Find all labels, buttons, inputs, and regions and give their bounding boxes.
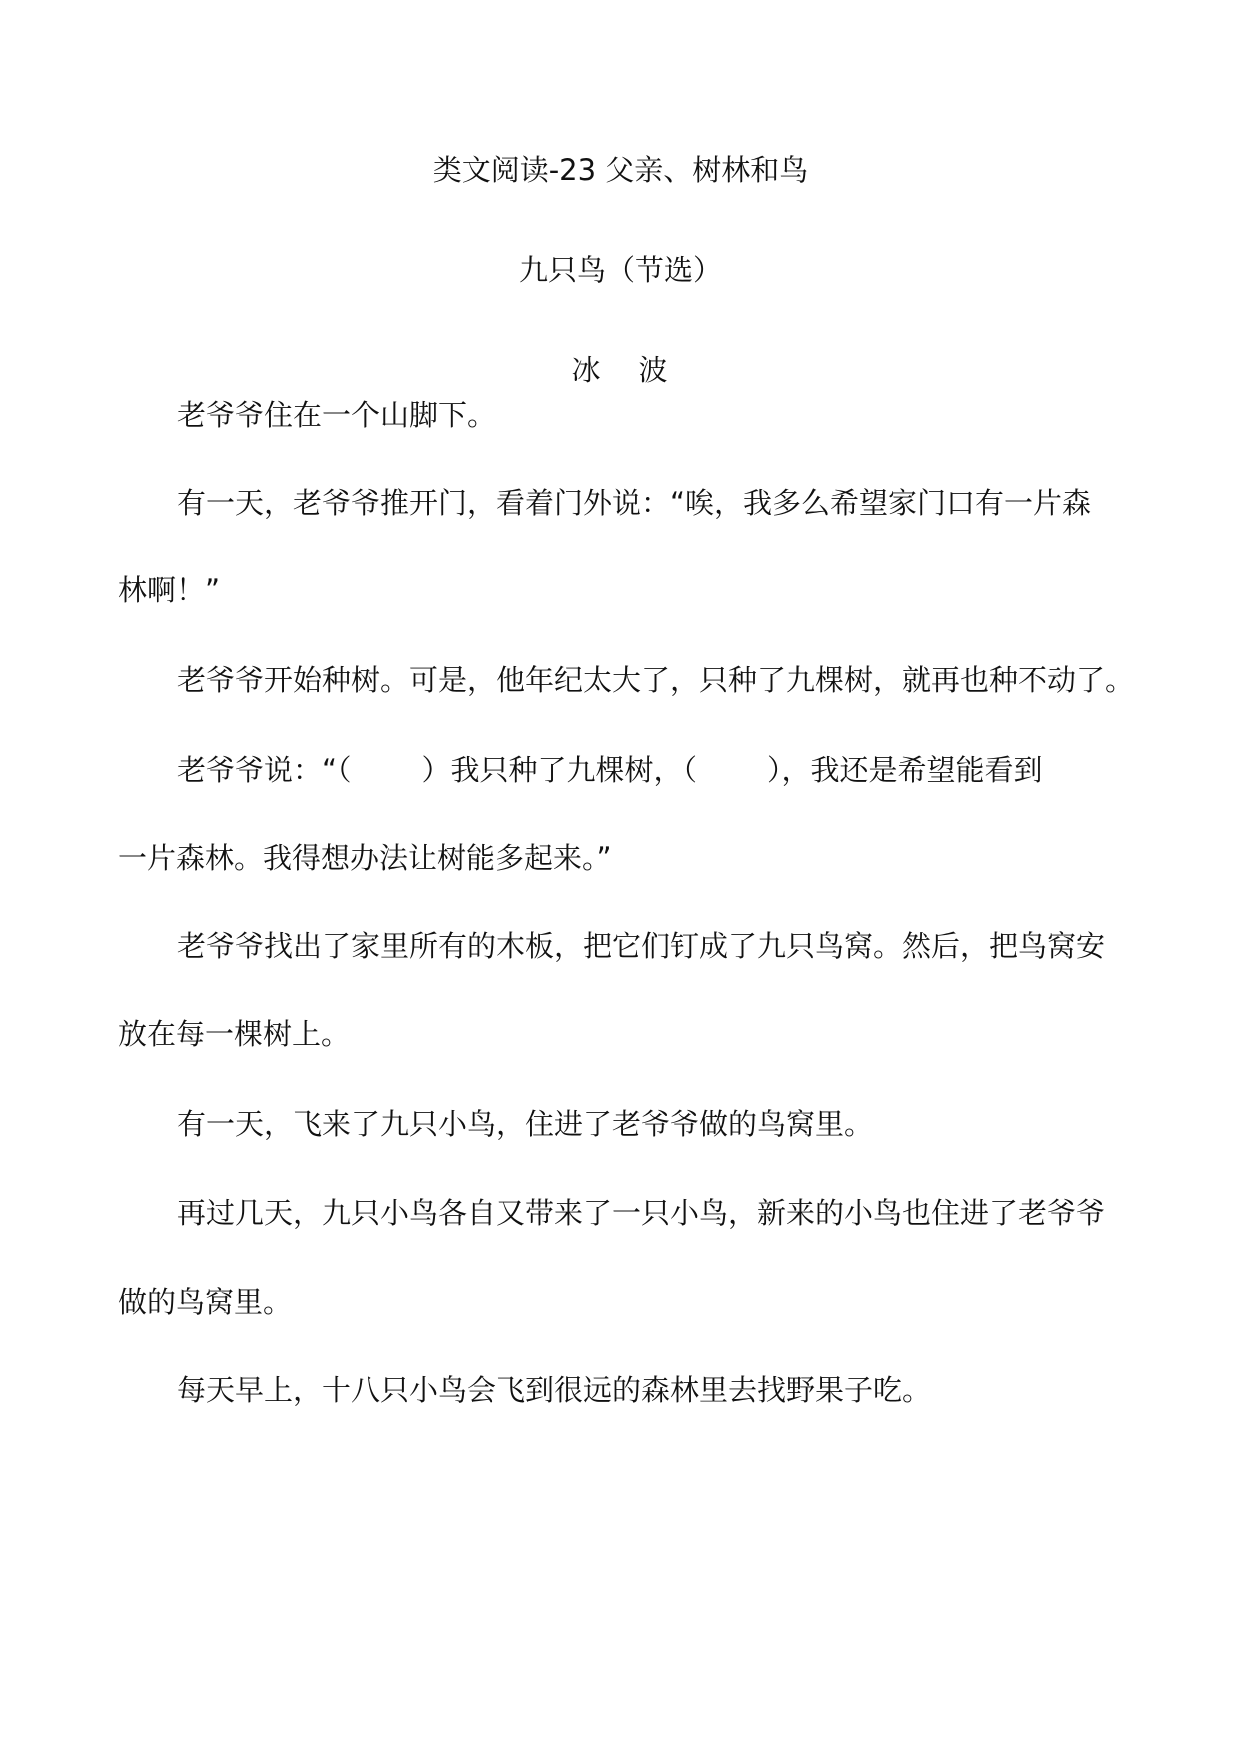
author-first-char: 冰 (571, 353, 603, 387)
paragraph-line: 一片森林。我得想办法让树能多起来。” (118, 841, 612, 875)
article-title: 九只鸟（节选） (518, 253, 722, 287)
paragraph-line: 有一天，飞来了九只小鸟，住进了老爷爷做的鸟窝里。 (177, 1107, 874, 1141)
paragraph-line-with-blanks (177, 750, 1043, 790)
paragraph-line: 老爷爷住在一个山脚下。 (177, 398, 497, 432)
paragraph-line: 再过几天，九只小鸟各自又带来了一只小鸟，新来的小鸟也住进了老爷爷 (177, 1196, 1106, 1230)
author-second-char: 波 (638, 353, 670, 387)
line-segment: 老爷爷说：“（ (177, 753, 352, 787)
paragraph-line: 老爷爷开始种树。可是，他年纪太大了，只种了九棵树，就再也种不动了。 (177, 663, 1135, 697)
document-title: 类文阅读-23 父亲、树林和鸟 (432, 153, 809, 187)
paragraph-line: 老爷爷找出了家里所有的木板，把它们钉成了九只鸟窝。然后，把鸟窝安 (177, 929, 1106, 963)
paragraph-line: 放在每一棵树上。 (118, 1017, 351, 1051)
paragraph-line: 林啊！” (118, 573, 221, 607)
paragraph-line: 每天早上，十八只小鸟会飞到很远的森林里去找野果子吃。 (177, 1373, 932, 1407)
line-segment: ），我还是希望能看到 (767, 753, 1043, 787)
line-segment: ）我只种了九棵树，（ (421, 753, 698, 787)
paragraph-line: 做的鸟窝里。 (118, 1285, 293, 1319)
paragraph-line: 有一天，老爷爷推开门，看着门外说：“唉，我多么希望家门口有一片森 (177, 486, 1092, 520)
author-name (0, 350, 1241, 390)
